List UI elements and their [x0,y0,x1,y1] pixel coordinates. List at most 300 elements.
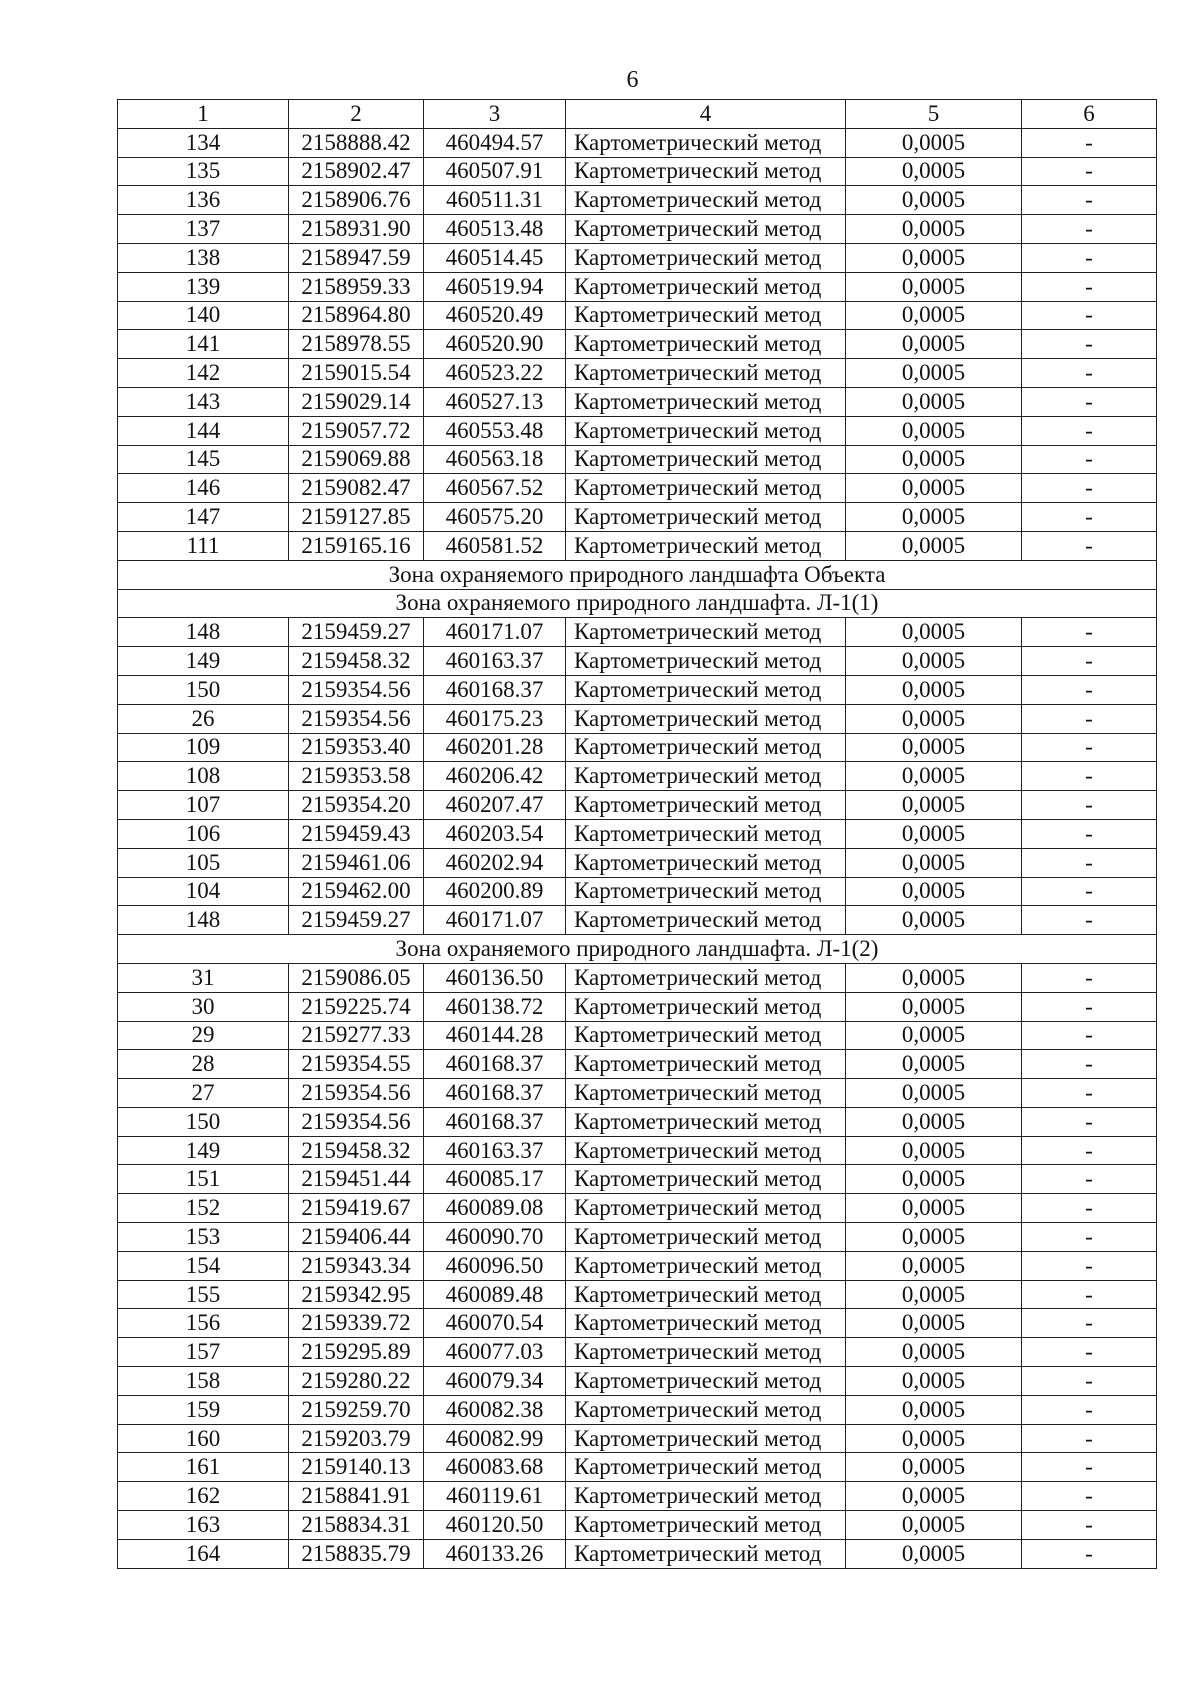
accuracy-cell: 0,0005 [846,1482,1022,1511]
point-number-cell: 157 [118,1338,289,1367]
accuracy-cell: 0,0005 [846,963,1022,992]
accuracy-cell: 0,0005 [846,474,1022,503]
table-row [118,1424,1157,1453]
point-number-cell: 146 [118,474,289,503]
description-cell: - [1022,762,1157,791]
description-cell: - [1022,243,1157,272]
point-number-cell: 105 [118,848,289,877]
accuracy-cell: 0,0005 [846,128,1022,157]
method-cell: Картометрический метод [566,1107,846,1136]
point-number-cell: 29 [118,1021,289,1050]
point-number-cell: 109 [118,733,289,762]
description-cell: - [1022,1338,1157,1367]
header-cell: 5 [846,100,1022,129]
x-coordinate-cell: 2159057.72 [289,416,424,445]
method-cell: Картометрический метод [566,1309,846,1338]
description-cell: - [1022,157,1157,186]
point-number-cell: 148 [118,618,289,647]
y-coordinate-cell: 460206.42 [424,762,566,791]
table-row [118,1367,1157,1396]
description-cell: - [1022,416,1157,445]
page-number: 6 [626,67,639,93]
point-number-cell: 149 [118,1136,289,1165]
accuracy-cell: 0,0005 [846,791,1022,820]
accuracy-cell: 0,0005 [846,387,1022,416]
y-coordinate-cell: 460513.48 [424,215,566,244]
description-cell: - [1022,1453,1157,1482]
point-number-cell: 155 [118,1280,289,1309]
y-coordinate-cell: 460089.08 [424,1194,566,1223]
method-cell: Картометрический метод [566,1165,846,1194]
table-row [118,272,1157,301]
method-cell: Картометрический метод [566,503,846,532]
method-cell: Картометрический метод [566,733,846,762]
x-coordinate-cell: 2159069.88 [289,445,424,474]
point-number-cell: 104 [118,877,289,906]
description-cell: - [1022,1194,1157,1223]
method-cell: Картометрический метод [566,243,846,272]
x-coordinate-cell: 2158835.79 [289,1539,424,1568]
description-cell: - [1022,848,1157,877]
accuracy-cell: 0,0005 [846,215,1022,244]
table-row [118,819,1157,848]
accuracy-cell: 0,0005 [846,1395,1022,1424]
accuracy-cell: 0,0005 [846,848,1022,877]
x-coordinate-cell: 2159015.54 [289,359,424,388]
y-coordinate-cell: 460581.52 [424,531,566,560]
method-cell: Картометрический метод [566,1453,846,1482]
y-coordinate-cell: 460202.94 [424,848,566,877]
point-number-cell: 30 [118,992,289,1021]
y-coordinate-cell: 460520.49 [424,301,566,330]
method-cell: Картометрический метод [566,128,846,157]
table-row [118,762,1157,791]
section-title: Зона охраняемого природного ландшафта. Л-1(2) [118,935,1157,964]
x-coordinate-cell: 2159086.05 [289,963,424,992]
description-cell: - [1022,1251,1157,1280]
table-row [118,1453,1157,1482]
table-row [118,186,1157,215]
method-cell: Картометрический метод [566,675,846,704]
header-cell: 3 [424,100,566,129]
accuracy-cell: 0,0005 [846,1079,1022,1108]
section-row [118,589,1157,618]
table-row [118,128,1157,157]
y-coordinate-cell: 460511.31 [424,186,566,215]
accuracy-cell: 0,0005 [846,1050,1022,1079]
table-row [118,157,1157,186]
accuracy-cell: 0,0005 [846,992,1022,1021]
y-coordinate-cell: 460138.72 [424,992,566,1021]
description-cell: - [1022,1309,1157,1338]
method-cell: Картометрический метод [566,359,846,388]
x-coordinate-cell: 2159458.32 [289,647,424,676]
y-coordinate-cell: 460070.54 [424,1309,566,1338]
description-cell: - [1022,906,1157,935]
method-cell: Картометрический метод [566,474,846,503]
table-row [118,791,1157,820]
x-coordinate-cell: 2159277.33 [289,1021,424,1050]
table-body [118,128,1157,1568]
point-number-cell: 142 [118,359,289,388]
table-row [118,301,1157,330]
description-cell: - [1022,531,1157,560]
table-row [118,1482,1157,1511]
section-title: Зона охраняемого природного ландшафта Объекта [118,560,1157,589]
x-coordinate-cell: 2158947.59 [289,243,424,272]
description-cell: - [1022,1079,1157,1108]
x-coordinate-cell: 2158841.91 [289,1482,424,1511]
y-coordinate-cell: 460527.13 [424,387,566,416]
point-number-cell: 154 [118,1251,289,1280]
method-cell: Картометрический метод [566,1280,846,1309]
method-cell: Картометрический метод [566,848,846,877]
table-row [118,1136,1157,1165]
accuracy-cell: 0,0005 [846,1136,1022,1165]
y-coordinate-cell: 460082.38 [424,1395,566,1424]
point-number-cell: 159 [118,1395,289,1424]
point-number-cell: 156 [118,1309,289,1338]
y-coordinate-cell: 460085.17 [424,1165,566,1194]
description-cell: - [1022,992,1157,1021]
table-row [118,1309,1157,1338]
table-row [118,503,1157,532]
x-coordinate-cell: 2159462.00 [289,877,424,906]
accuracy-cell: 0,0005 [846,1367,1022,1396]
description-cell: - [1022,272,1157,301]
y-coordinate-cell: 460133.26 [424,1539,566,1568]
y-coordinate-cell: 460168.37 [424,1050,566,1079]
method-cell: Картометрический метод [566,906,846,935]
x-coordinate-cell: 2159354.55 [289,1050,424,1079]
description-cell: - [1022,330,1157,359]
y-coordinate-cell: 460163.37 [424,1136,566,1165]
method-cell: Картометрический метод [566,819,846,848]
y-coordinate-cell: 460494.57 [424,128,566,157]
point-number-cell: 149 [118,647,289,676]
x-coordinate-cell: 2159165.16 [289,531,424,560]
accuracy-cell: 0,0005 [846,733,1022,762]
point-number-cell: 135 [118,157,289,186]
accuracy-cell: 0,0005 [846,877,1022,906]
y-coordinate-cell: 460563.18 [424,445,566,474]
accuracy-cell: 0,0005 [846,762,1022,791]
table-row [118,359,1157,388]
y-coordinate-cell: 460207.47 [424,791,566,820]
y-coordinate-cell: 460200.89 [424,877,566,906]
x-coordinate-cell: 2158906.76 [289,186,424,215]
y-coordinate-cell: 460136.50 [424,963,566,992]
accuracy-cell: 0,0005 [846,503,1022,532]
method-cell: Картометрический метод [566,1367,846,1396]
accuracy-cell: 0,0005 [846,186,1022,215]
y-coordinate-cell: 460575.20 [424,503,566,532]
method-cell: Картометрический метод [566,791,846,820]
x-coordinate-cell: 2159225.74 [289,992,424,1021]
y-coordinate-cell: 460163.37 [424,647,566,676]
description-cell: - [1022,1424,1157,1453]
point-number-cell: 26 [118,704,289,733]
x-coordinate-cell: 2158978.55 [289,330,424,359]
point-number-cell: 161 [118,1453,289,1482]
description-cell: - [1022,1021,1157,1050]
x-coordinate-cell: 2159419.67 [289,1194,424,1223]
table-row [118,1050,1157,1079]
point-number-cell: 141 [118,330,289,359]
point-number-cell: 145 [118,445,289,474]
accuracy-cell: 0,0005 [846,1511,1022,1540]
y-coordinate-cell: 460082.99 [424,1424,566,1453]
x-coordinate-cell: 2159354.20 [289,791,424,820]
description-cell: - [1022,1107,1157,1136]
table-row [118,330,1157,359]
accuracy-cell: 0,0005 [846,1021,1022,1050]
table-row [118,1194,1157,1223]
method-cell: Картометрический метод [566,531,846,560]
table-row [118,1251,1157,1280]
x-coordinate-cell: 2159354.56 [289,675,424,704]
table-row [118,675,1157,704]
y-coordinate-cell: 460567.52 [424,474,566,503]
accuracy-cell: 0,0005 [846,819,1022,848]
description-cell: - [1022,128,1157,157]
method-cell: Картометрический метод [566,272,846,301]
table-row [118,243,1157,272]
description-cell: - [1022,1482,1157,1511]
method-cell: Картометрический метод [566,1194,846,1223]
description-cell: - [1022,963,1157,992]
table-row [118,647,1157,676]
accuracy-cell: 0,0005 [846,157,1022,186]
method-cell: Картометрический метод [566,704,846,733]
y-coordinate-cell: 460144.28 [424,1021,566,1050]
description-cell: - [1022,301,1157,330]
header-cell: 2 [289,100,424,129]
method-cell: Картометрический метод [566,445,846,474]
accuracy-cell: 0,0005 [846,330,1022,359]
description-cell: - [1022,819,1157,848]
description-cell: - [1022,647,1157,676]
description-cell: - [1022,215,1157,244]
x-coordinate-cell: 2159029.14 [289,387,424,416]
table-row [118,1280,1157,1309]
accuracy-cell: 0,0005 [846,675,1022,704]
table-row [118,416,1157,445]
method-cell: Картометрический метод [566,157,846,186]
point-number-cell: 147 [118,503,289,532]
point-number-cell: 152 [118,1194,289,1223]
x-coordinate-cell: 2158834.31 [289,1511,424,1540]
accuracy-cell: 0,0005 [846,906,1022,935]
method-cell: Картометрический метод [566,186,846,215]
method-cell: Картометрический метод [566,1511,846,1540]
x-coordinate-cell: 2158931.90 [289,215,424,244]
accuracy-cell: 0,0005 [846,243,1022,272]
point-number-cell: 111 [118,531,289,560]
point-number-cell: 148 [118,906,289,935]
x-coordinate-cell: 2159353.58 [289,762,424,791]
table-row [118,1107,1157,1136]
point-number-cell: 107 [118,791,289,820]
accuracy-cell: 0,0005 [846,1453,1022,1482]
method-cell: Картометрический метод [566,1395,846,1424]
table-row [118,474,1157,503]
point-number-cell: 140 [118,301,289,330]
accuracy-cell: 0,0005 [846,359,1022,388]
table-row [118,1165,1157,1194]
y-coordinate-cell: 460120.50 [424,1511,566,1540]
point-number-cell: 151 [118,1165,289,1194]
y-coordinate-cell: 460171.07 [424,618,566,647]
description-cell: - [1022,359,1157,388]
table-row [118,877,1157,906]
header-cell: 4 [566,100,846,129]
point-number-cell: 106 [118,819,289,848]
x-coordinate-cell: 2159459.27 [289,906,424,935]
accuracy-cell: 0,0005 [846,1338,1022,1367]
y-coordinate-cell: 460520.90 [424,330,566,359]
y-coordinate-cell: 460090.70 [424,1223,566,1252]
x-coordinate-cell: 2159127.85 [289,503,424,532]
y-coordinate-cell: 460096.50 [424,1251,566,1280]
method-cell: Картометрический метод [566,963,846,992]
x-coordinate-cell: 2159461.06 [289,848,424,877]
description-cell: - [1022,1223,1157,1252]
table-row [118,848,1157,877]
table-row [118,1539,1157,1568]
accuracy-cell: 0,0005 [846,704,1022,733]
table-row [118,1223,1157,1252]
point-number-cell: 28 [118,1050,289,1079]
point-number-cell: 153 [118,1223,289,1252]
description-cell: - [1022,1136,1157,1165]
accuracy-cell: 0,0005 [846,1107,1022,1136]
description-cell: - [1022,1280,1157,1309]
description-cell: - [1022,445,1157,474]
description-cell: - [1022,1367,1157,1396]
accuracy-cell: 0,0005 [846,618,1022,647]
accuracy-cell: 0,0005 [846,1539,1022,1568]
y-coordinate-cell: 460119.61 [424,1482,566,1511]
y-coordinate-cell: 460168.37 [424,675,566,704]
table-row [118,704,1157,733]
method-cell: Картометрический метод [566,387,846,416]
y-coordinate-cell: 460201.28 [424,733,566,762]
y-coordinate-cell: 460089.48 [424,1280,566,1309]
y-coordinate-cell: 460168.37 [424,1079,566,1108]
y-coordinate-cell: 460514.45 [424,243,566,272]
method-cell: Картометрический метод [566,1021,846,1050]
method-cell: Картометрический метод [566,1079,846,1108]
table-row [118,906,1157,935]
description-cell: - [1022,704,1157,733]
description-cell: - [1022,1395,1157,1424]
table-row [118,963,1157,992]
description-cell: - [1022,1539,1157,1568]
description-cell: - [1022,1165,1157,1194]
method-cell: Картометрический метод [566,416,846,445]
y-coordinate-cell: 460077.03 [424,1338,566,1367]
accuracy-cell: 0,0005 [846,272,1022,301]
x-coordinate-cell: 2159140.13 [289,1453,424,1482]
header-cell: 6 [1022,100,1157,129]
table-row [118,445,1157,474]
point-number-cell: 108 [118,762,289,791]
x-coordinate-cell: 2158964.80 [289,301,424,330]
description-cell: - [1022,186,1157,215]
y-coordinate-cell: 460171.07 [424,906,566,935]
point-number-cell: 160 [118,1424,289,1453]
y-coordinate-cell: 460175.23 [424,704,566,733]
method-cell: Картометрический метод [566,1136,846,1165]
table-header-row [118,100,1157,129]
method-cell: Картометрический метод [566,215,846,244]
x-coordinate-cell: 2159259.70 [289,1395,424,1424]
method-cell: Картометрический метод [566,762,846,791]
x-coordinate-cell: 2159354.56 [289,1079,424,1108]
point-number-cell: 136 [118,186,289,215]
point-number-cell: 163 [118,1511,289,1540]
x-coordinate-cell: 2159459.27 [289,618,424,647]
x-coordinate-cell: 2159459.43 [289,819,424,848]
accuracy-cell: 0,0005 [846,1424,1022,1453]
x-coordinate-cell: 2159353.40 [289,733,424,762]
x-coordinate-cell: 2158888.42 [289,128,424,157]
table-row [118,1395,1157,1424]
accuracy-cell: 0,0005 [846,416,1022,445]
method-cell: Картометрический метод [566,1338,846,1367]
method-cell: Картометрический метод [566,1482,846,1511]
y-coordinate-cell: 460079.34 [424,1367,566,1396]
accuracy-cell: 0,0005 [846,445,1022,474]
x-coordinate-cell: 2159354.56 [289,704,424,733]
accuracy-cell: 0,0005 [846,647,1022,676]
y-coordinate-cell: 460519.94 [424,272,566,301]
header-cell: 1 [118,100,289,129]
method-cell: Картометрический метод [566,618,846,647]
point-number-cell: 158 [118,1367,289,1396]
description-cell: - [1022,791,1157,820]
table-row [118,531,1157,560]
method-cell: Картометрический метод [566,301,846,330]
x-coordinate-cell: 2159295.89 [289,1338,424,1367]
accuracy-cell: 0,0005 [846,1194,1022,1223]
method-cell: Картометрический метод [566,992,846,1021]
method-cell: Картометрический метод [566,1424,846,1453]
table-row [118,733,1157,762]
table-row [118,1338,1157,1367]
description-cell: - [1022,503,1157,532]
x-coordinate-cell: 2159354.56 [289,1107,424,1136]
point-number-cell: 150 [118,675,289,704]
accuracy-cell: 0,0005 [846,1165,1022,1194]
accuracy-cell: 0,0005 [846,1223,1022,1252]
y-coordinate-cell: 460523.22 [424,359,566,388]
description-cell: - [1022,1050,1157,1079]
table-row [118,1079,1157,1108]
y-coordinate-cell: 460203.54 [424,819,566,848]
point-number-cell: 31 [118,963,289,992]
accuracy-cell: 0,0005 [846,1309,1022,1338]
description-cell: - [1022,387,1157,416]
table-row [118,1021,1157,1050]
accuracy-cell: 0,0005 [846,1280,1022,1309]
table-row [118,618,1157,647]
point-number-cell: 162 [118,1482,289,1511]
x-coordinate-cell: 2159458.32 [289,1136,424,1165]
section-row [118,560,1157,589]
point-number-cell: 134 [118,128,289,157]
